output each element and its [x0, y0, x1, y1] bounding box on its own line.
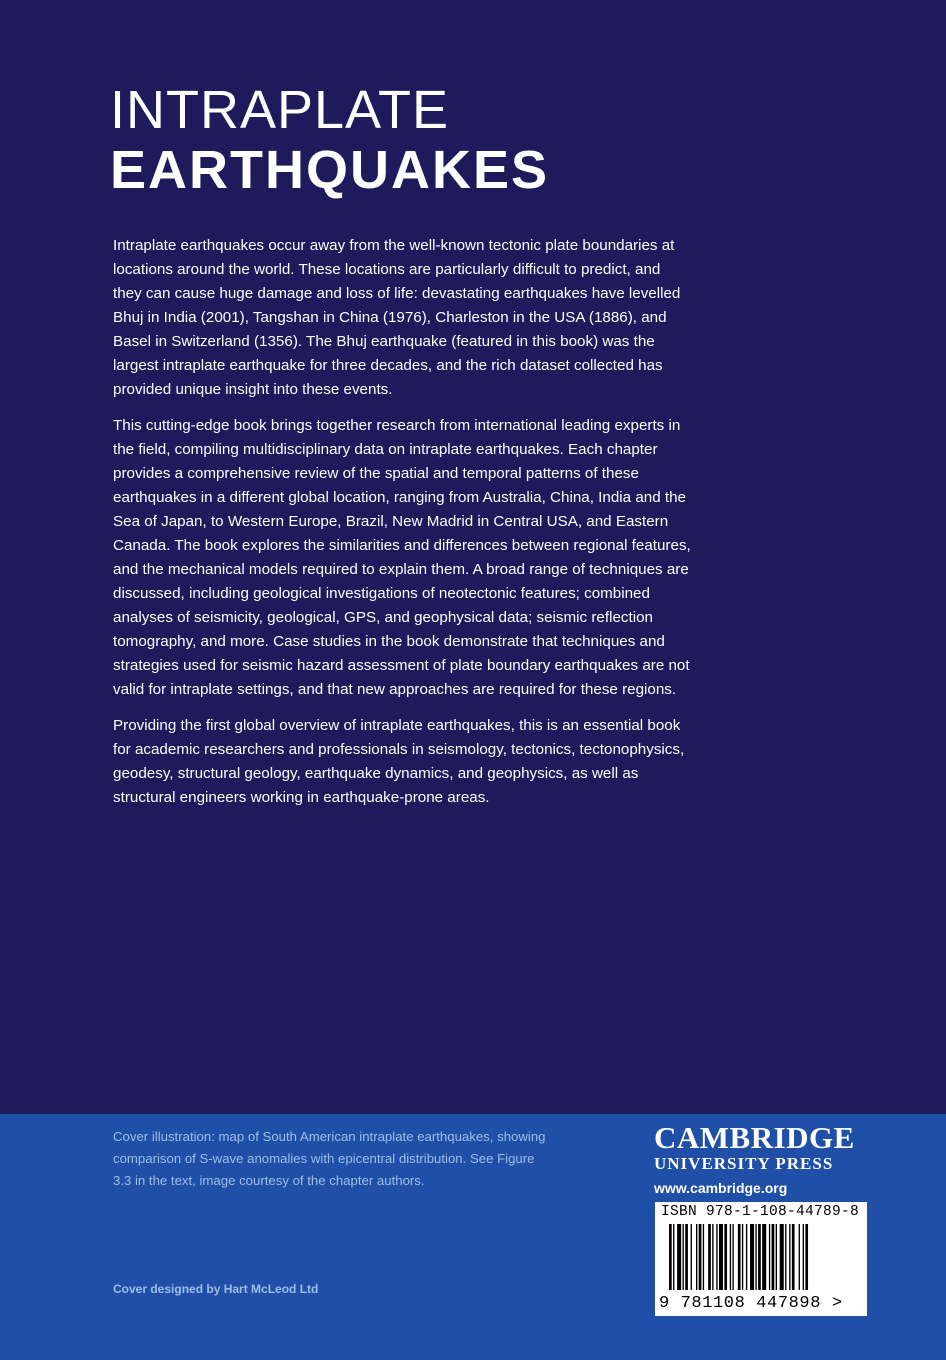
barcode-digits: 9 781108 447898 >	[659, 1294, 843, 1313]
barcode-bar	[803, 1224, 804, 1290]
barcode-bar	[792, 1224, 795, 1290]
barcode-bar	[742, 1224, 743, 1290]
barcode-bar	[755, 1224, 756, 1290]
barcode-bar	[685, 1224, 688, 1290]
barcode-bar	[732, 1224, 733, 1290]
description-paragraph-3: Providing the first global overview of intraplate earthquakes, this is an essential book for academic researchers and professionals in seismology, tectonics, tectonophysics, geodesy, structural geology, earthquake dynamics, and geophysics, as well as structural engineers working in earthquake-prone areas.	[113, 717, 685, 806]
barcode-bar	[712, 1224, 713, 1290]
barcode-bar	[785, 1224, 786, 1290]
isbn-label: ISBN 978-1-108-44789-8	[661, 1204, 860, 1220]
barcode-bar	[699, 1224, 702, 1290]
description-paragraph-1: Intraplate earthquakes occur away from the well-known tectonic plate boundaries at locations around the world. These locations are particularly difficult to predict, and they can cause huge damage and loss of life: devastating earthquakes have levelled Bhuj in India (2001), Tangshan in China (1976), Charleston in the USA (1886), and Basel in Switzerland (1356). The Bhuj earthquake (featured in this book) was the largest intraplate earthquake for three decades, and the rich dataset collected has provided unique insight into these events.	[113, 237, 681, 398]
publisher-subtitle: UNIVERSITY PRESS	[654, 1154, 834, 1173]
barcode-bar	[719, 1224, 723, 1290]
book-title	[110, 80, 549, 200]
publisher-logo	[654, 1122, 869, 1196]
barcode-bar	[805, 1224, 808, 1290]
barcode-bar	[769, 1224, 770, 1290]
barcode-bar	[691, 1224, 692, 1290]
barcode-bar	[776, 1224, 777, 1290]
barcode-bar	[762, 1224, 766, 1290]
book-description	[113, 234, 693, 822]
barcode-bar	[738, 1224, 741, 1290]
barcode-bar	[683, 1224, 684, 1290]
publisher-name: CAMBRIDGE	[654, 1120, 855, 1155]
title-line-2: EARTHQUAKES	[110, 140, 550, 200]
barcode-bar	[746, 1224, 747, 1290]
barcode-bar	[750, 1224, 754, 1290]
barcode-bar	[703, 1224, 704, 1290]
description-paragraph-2: This cutting-edge book brings together research from international leading experts in the field, compiling multidisciplinary data on intraplate earthquakes. Each chapter provides a comprehensive review of the spatial and temporal patterns of these earthquakes in a different global location, ranging from Australia, China, India and the Sea of Japan, to Western Europe, Brazil, New Madrid in Central USA, and Eastern Canada. The book explores the similarities and differences between regional features, and the mechanical models required to explain them. A broad range of techniques are discussed, including geological investigations of neotectonic features; combined analyses of seismicity, geological, GPS, and geophysical data; seismic reflection tomography, and more. Case studies in the book demonstrate that techniques and strategies used for seismic hazard assessment of plate boundary earthquakes are not valid for intraplate settings, and that new approaches are required for these regions.	[113, 417, 691, 698]
barcode-bar	[730, 1224, 731, 1290]
barcode-bar	[669, 1224, 672, 1290]
barcode-bars	[661, 1224, 861, 1292]
barcode-bar	[780, 1224, 784, 1290]
cover-designer-credit: Cover designed by Hart McLeod Ltd	[113, 1282, 319, 1296]
barcode-bar	[677, 1224, 681, 1290]
barcode-bar	[673, 1224, 674, 1290]
barcode-bar	[724, 1224, 727, 1290]
publisher-url: www.cambridge.org	[654, 1180, 788, 1196]
barcode-bar	[799, 1224, 800, 1290]
title-line-1: INTRAPLATE	[110, 80, 450, 140]
barcode-bar	[789, 1224, 790, 1290]
barcode-bar	[696, 1224, 697, 1290]
barcode-bar	[708, 1224, 711, 1290]
barcode-bar	[772, 1224, 775, 1290]
barcode-box	[655, 1202, 867, 1316]
barcode-bar	[758, 1224, 761, 1290]
barcode-bar	[716, 1224, 717, 1290]
cover-illustration-note: Cover illustration: map of South American intraplate earthquakes, showing comparison of S-wave anomalies with epicentral distribution. See Figure 3.3 in the text, image courtesy of the chapter authors.	[113, 1129, 546, 1188]
